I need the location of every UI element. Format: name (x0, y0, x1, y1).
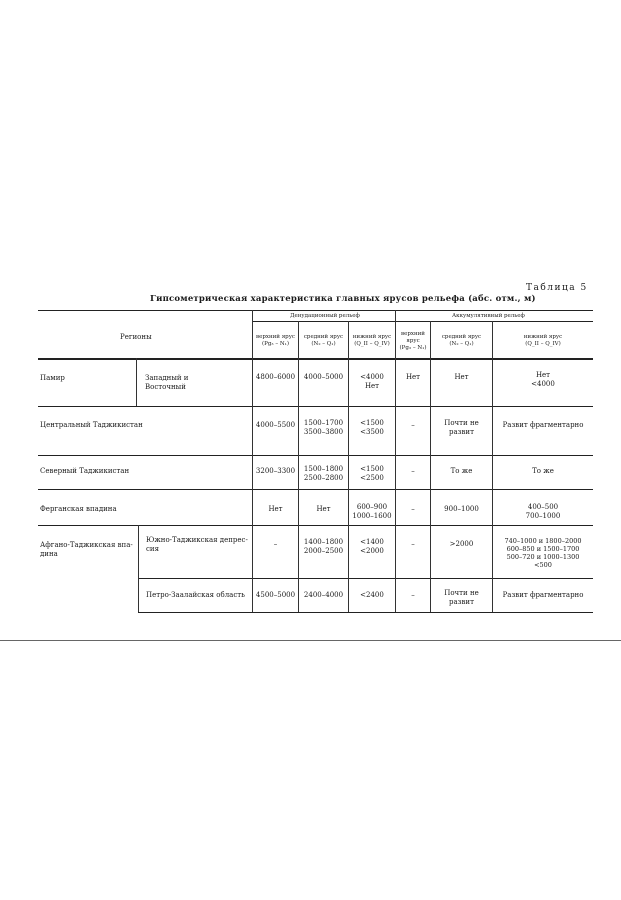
row-central-acc-upper: – (411, 421, 415, 429)
header-den-lower: нижний ярус (Q_II – Q_IV) (352, 334, 392, 347)
row-central-den-upper: 4000–5500 (255, 421, 296, 429)
row-afghan-sub2-acc-middle: Почти не развит (444, 589, 479, 606)
row-northern-den-lower: <1500 <2500 (360, 465, 384, 482)
row-afghan-sub1-acc-upper: – (411, 540, 415, 548)
row-fergana-den-middle: Нет (316, 505, 331, 513)
row-afghan-sub1-den-upper: – (273, 540, 278, 548)
rule-row-2 (38, 455, 593, 456)
row-central-den-lower: <1500 <3500 (360, 419, 384, 436)
row-afghan-sub2-den-upper: 4500–5000 (255, 591, 296, 599)
row-fergana-region: Ферганская впадина (40, 505, 117, 513)
rule-bottom (138, 612, 593, 613)
row-afghan-sub2-acc-lower: Развит фрагментарно (502, 591, 584, 599)
row-fergana-acc-middle: 900–1000 (444, 505, 479, 513)
row-central-acc-lower: Развит фрагментарно (502, 421, 584, 429)
row-afghan-sub2-den-middle: 2400–4000 (303, 591, 344, 599)
row-afghan-sub2-acc-upper: – (411, 591, 415, 599)
rule-group-header (252, 321, 593, 322)
row-northern-region: Северный Таджикистан (40, 467, 130, 475)
row-pamir-den-lower: <4000 Нет (360, 373, 384, 390)
row-afghan-sub2-den-lower: <2400 (360, 591, 384, 599)
row-pamir-den-middle: 4000–5000 (303, 373, 344, 381)
header-acc-upper: верхний ярус (Pg₃ – N₁) (399, 331, 427, 351)
row-northern-acc-middle: То же (450, 467, 473, 475)
row-pamir-den-upper: 4800–6000 (255, 373, 296, 381)
rule-top (38, 310, 593, 311)
rule-row-4 (38, 525, 593, 526)
table-number-label: Таблица 5 (526, 283, 588, 293)
rule-row-5a (138, 578, 593, 579)
vrule-pamir-sub (136, 358, 137, 406)
vrule-afghan-sub (138, 525, 139, 612)
row-pamir-acc-middle: Нет (454, 373, 469, 381)
row-fergana-den-upper: Нет (268, 505, 283, 513)
vrule-4 (395, 310, 396, 612)
row-central-acc-middle: Почти не развит (444, 419, 479, 436)
row-afghan-sub1-den-lower: <1400 <2000 (360, 538, 384, 555)
rule-header-bottom (38, 358, 593, 360)
row-afghan-sub1-name: Южно-Таджикская депрес- сия (146, 536, 248, 553)
row-northern-acc-upper: – (411, 467, 415, 475)
page-edge-line (0, 640, 621, 641)
header-regions: Регионы (120, 333, 152, 341)
row-afghan-sub1-den-middle: 1400–1800 2000–2500 (303, 538, 344, 555)
header-acc-middle: средний ярус (N₂ – Q₁) (441, 334, 482, 347)
row-pamir-acc-upper: Нет (405, 373, 421, 381)
row-northern-acc-lower: То же (532, 467, 554, 475)
row-northern-den-upper: 3200–3300 (255, 467, 296, 475)
rule-row-3 (38, 489, 593, 490)
header-den-upper: верхний ярус (Pg₃ – N₁) (255, 334, 296, 347)
row-central-region: Центральный Таджикистан (40, 421, 143, 429)
row-pamir-acc-lower: Нет <4000 (531, 371, 555, 388)
rule-row-1 (38, 406, 593, 407)
row-pamir-subregion: Западный и Восточный (145, 374, 189, 391)
vrule-1 (252, 310, 253, 612)
header-den-middle: средний ярус (N₂ – Q₁) (303, 334, 344, 347)
row-fergana-acc-lower: 400–500 700–1000 (525, 503, 561, 520)
row-afghan-sub2-name: Петро-Заалайская область (146, 591, 245, 599)
row-afghan-sub1-acc-lower: 740–1000 и 1800–2000 600–850 и 1500–1700 500–720 и 1000–1300 <500 (504, 537, 582, 569)
row-fergana-acc-upper: – (411, 505, 415, 513)
row-northern-den-middle: 1500–1800 2500–2800 (303, 465, 344, 482)
row-central-den-middle: 1500–1700 3500–3800 (303, 419, 344, 436)
row-fergana-den-lower: 600–900 1000–1600 (352, 503, 392, 520)
row-pamir-region: Памир (40, 374, 65, 382)
row-afghan-sub1-acc-middle: >2000 (449, 540, 474, 548)
table-title: Гипсометрическая характеристика главных ярусов рельефа (абс. отм., м) (150, 294, 536, 304)
row-afghan-region: Афгано-Таджикская впа- дина (40, 541, 133, 558)
header-accumulation: Аккумулятивный рельеф (452, 313, 525, 319)
header-acc-lower: нижний ярус (Q_II – Q_IV) (523, 334, 563, 347)
header-denudation: Денудационный рельеф (290, 313, 360, 319)
